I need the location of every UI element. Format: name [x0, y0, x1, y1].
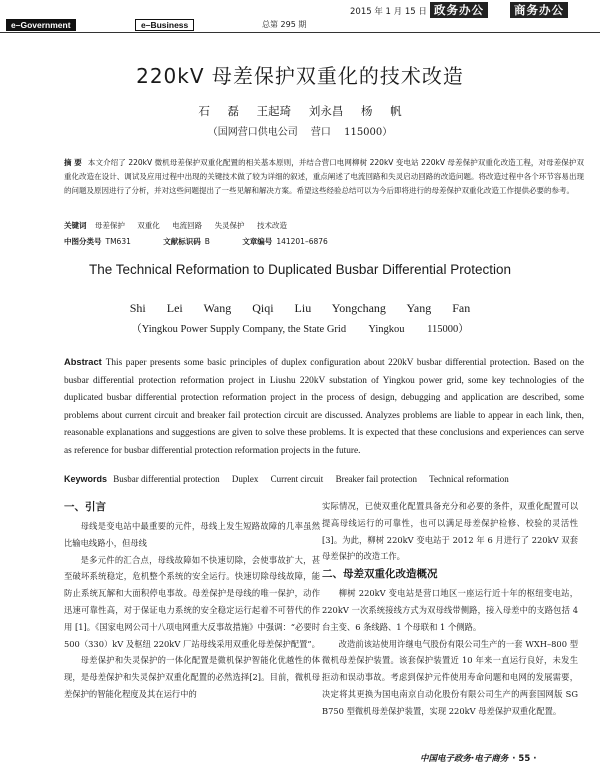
clc-label: 中图分类号	[64, 237, 102, 246]
keyword-english: Busbar differential protection	[113, 474, 220, 484]
column-tag-business: 商务办公	[510, 2, 568, 18]
keyword-chinese: 技术改造	[256, 221, 287, 230]
keyword-chinese: 母差保护	[94, 221, 125, 230]
abstract-english-label: Abstract	[64, 357, 102, 367]
header-tag-ebusiness: e–Business	[135, 19, 194, 31]
body-column-left	[64, 498, 320, 703]
keyword-chinese: 电流回路	[172, 221, 203, 230]
authors-english: Shi Lei Wang Qiqi Liu Yongchang Yang Fan	[129, 301, 471, 315]
issue-number: 总第 295 期	[262, 20, 307, 29]
section-heading-overview: 二、母差双重化改造概况	[322, 568, 438, 581]
keywords-english	[64, 474, 584, 484]
keyword-chinese: 失灵保护	[214, 221, 245, 230]
column-tag-government: 政务办公	[430, 2, 488, 18]
keyword-english: Duplex	[231, 474, 259, 484]
keyword-english: Current circuit	[270, 474, 324, 484]
affiliation-english-org: （Yingkou Power Supply Company, the State Grid	[131, 324, 347, 335]
body-paragraph: 实际情况，已使双重化配置具备充分和必要的条件，双重化配置可以提高母线运行的可靠性，也可以满足母差保护检修、校验的灵活性[3]。为此，柳树 220kV 变电站于 2012 年 6 月进行了 220kV 双套母差保护的改造工作。	[322, 501, 578, 562]
article-number-label: 文章编号	[242, 237, 273, 246]
keyword-english: Breaker fail protection	[335, 474, 418, 484]
keywords-chinese-label: 关键词	[64, 221, 87, 230]
article-number-value: 141201–6876	[276, 237, 328, 246]
doc-code-label: 文献标识码	[163, 237, 201, 246]
body-paragraph: 是多元件的汇合点，母线故障如不快速切除，会使事故扩大，甚至破坏系统稳定，危机整个系统的安全运行。快速切除母线故障，能防止系统瓦解和大面积停电事故。母差保护是母线的唯一保护，动作迅速可靠性高，对于保证电力系统的安全稳定运行起着不可替代的作用 [1]。《国家电网公司十八项电网重大反事故措施》中强调：“必要时 500（330）kV 及枢纽 220kV 厂站母线采用双重化母差保护配置”。	[64, 554, 320, 649]
keywords-english-label: Keywords	[64, 474, 108, 484]
affiliation-english-city: Yingkou	[368, 324, 405, 335]
affiliation-english	[0, 321, 600, 336]
clc-value: TM631	[105, 237, 131, 246]
abstract-english-text: This paper presents some basic principles of duplex configuration about 220kV busbar differential protection. Based on the busbar differential protection reformation project in Liushu 220kV substation of Yingkou power grid, some key technologies of the duplicated busbar differential protection reformation project in the process of design, debugging and application are described, some problems about current circuit and breaker fail protection circuit are discussed. Analyzes problems are liable to appear in each link, then, reasonable explanations and suggestions are given to solve these problems. It is expected that these conclusions and experiences can serve as reference for busbar differential protection reformation projects in the future.	[64, 358, 584, 456]
body-paragraph: 改造前该站使用许继电气股份有限公司生产的一套 WXH–800 型微机母差保护装置。该套保护装置近 10 年来一直运行良好，未发生拒动和误动事故。考虑到保护元件使用寿命问题和电网的发展需要，决定将其更换为国电南京自动化股份有限公司生产的两套国网版 SG B750 型微机母差保护装置，实现 220kV 母差保护双重化配置。	[322, 638, 578, 716]
classification-line	[64, 236, 584, 247]
title-english: The Technical Reformation to Duplicated Busbar Differential Protection	[89, 262, 511, 277]
header-divider	[0, 32, 600, 33]
body-column-right	[322, 498, 578, 720]
abstract-chinese-text: 本文介绍了 220kV 微机母差保护双重化配置的相关基本原则，并结合营口电网柳树 220kV 变电站 220kV 母差保护双重化改造工程，对母差保护双重化改造在设计、调试及应用过程中出现的关键技术做了较为详细的叙述，重点阐述了电流回路和失灵启动回路的改造问题。将改造过程中各个环节容易出现的问题及原因进行了分析，并对这些问题提出了一些见解和解决方案。希望这些经验总结可以为今后即将进行的母差保护双重化改造工作提供必要的参考。	[64, 158, 584, 195]
affiliation-chinese: （国网营口供电公司 营口 115000）	[207, 127, 393, 138]
authors-chinese: 石 磊 王起琦 刘永昌 杨 帆	[198, 104, 402, 118]
issue-date: 2015 年 1 月 15 日	[350, 7, 427, 17]
keywords-chinese	[64, 220, 584, 231]
title-chinese: 220kV 母差保护双重化的技术改造	[136, 64, 464, 88]
abstract-chinese	[64, 156, 584, 198]
header-tag-egovernment: e–Government	[6, 19, 76, 31]
journal-name: 中国电子政务·电子商务	[420, 754, 509, 764]
keyword-chinese: 双重化	[137, 221, 160, 230]
page-footer	[420, 752, 536, 764]
body-paragraph: 母线是变电站中最重要的元件，母线上发生短路故障的几率虽然比输电线路小，但母线	[64, 521, 320, 548]
keyword-english: Technical reformation	[429, 474, 509, 484]
body-paragraph: 柳树 220kV 变电站是营口地区一座运行近十年的枢纽变电站，220kV 一次系统接线方式为双母线带侧路，接入母差中的支路包括 4 台主变、6 条线路、1 个母联和 1 个侧路。	[322, 588, 578, 632]
affiliation-english-zip: 115000）	[427, 324, 469, 335]
section-heading-introduction: 一、引言	[64, 501, 106, 513]
abstract-chinese-label: 摘 要	[64, 158, 82, 167]
doc-code-value: B	[204, 237, 210, 246]
page-number: · 55 ·	[512, 754, 537, 764]
body-paragraph: 母差保护和失灵保护的一体化配置是微机保护智能化优越性的体现，是母差保护和失灵保护双重化配置的必然选择[2]。目前，微机母差保护的智能化程度及其在运行中的	[64, 655, 320, 699]
abstract-english	[64, 354, 584, 461]
